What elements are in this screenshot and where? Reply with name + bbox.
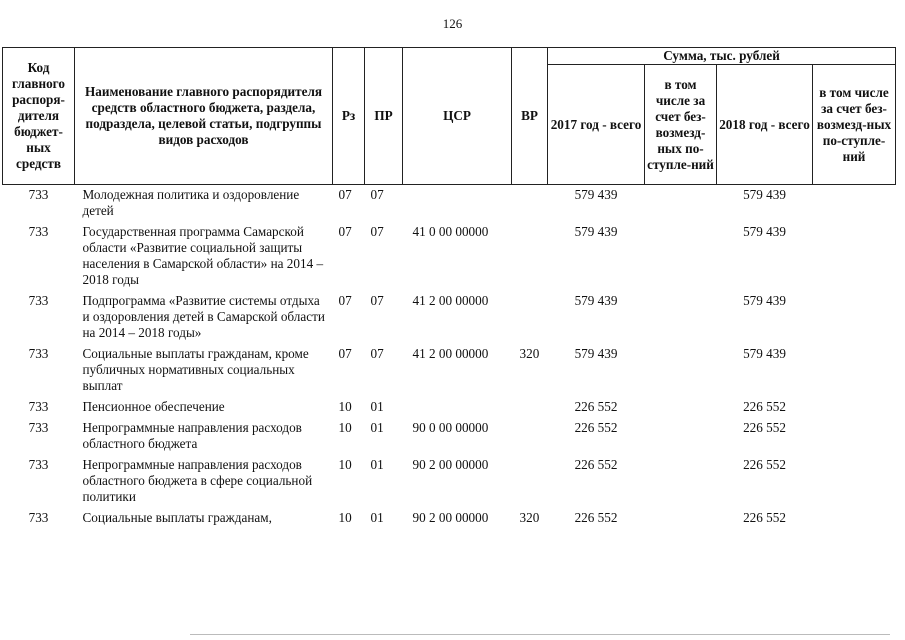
- header-total-2018: 2018 год - всего: [717, 65, 813, 185]
- cell-csr: 90 0 00 00000: [412, 420, 489, 435]
- cell-vr: [512, 185, 548, 223]
- cell-vr: [512, 455, 548, 508]
- table-header: [3, 48, 896, 185]
- cell-code: 733: [28, 457, 49, 472]
- cell-name: Государственная программа Самарской области «Развитие социальной защиты населения в Самарской области» на 2014 – 2018 годы: [82, 224, 324, 287]
- cell-gratis-2018: [813, 344, 896, 397]
- cell-rz: 10: [338, 420, 352, 435]
- table-row: [3, 508, 896, 529]
- cell-pr: 07: [370, 187, 384, 202]
- table-row: [3, 222, 896, 291]
- cell-rz: 07: [338, 346, 352, 361]
- cell-total-2017: 579 439: [574, 293, 618, 308]
- cell-csr: 90 2 00 00000: [412, 457, 489, 472]
- cell-vr: 320: [519, 510, 540, 525]
- cell-code: 733: [28, 399, 49, 414]
- budget-table: [2, 47, 896, 529]
- cell-rz: 07: [338, 187, 352, 202]
- cell-gratis-2018: [813, 222, 896, 291]
- cell-code: 733: [28, 224, 49, 239]
- cell-total-2017: 226 552: [574, 399, 618, 414]
- cell-name: Социальные выплаты гражданам,: [82, 510, 272, 525]
- cell-total-2018: 226 552: [743, 510, 786, 525]
- cell-csr: 41 2 00 00000: [412, 346, 489, 361]
- cell-gratis-2017: [645, 291, 717, 344]
- cell-total-2018: 579 439: [743, 346, 786, 361]
- cell-code: 733: [28, 346, 49, 361]
- cell-rz: 10: [338, 399, 352, 414]
- cell-pr: 07: [370, 224, 384, 239]
- page-number: 126: [442, 16, 463, 31]
- cell-pr: 07: [370, 293, 384, 308]
- cell-pr: 01: [370, 420, 384, 435]
- header-gratis-2017: в том числе за счет без-возмезд-ных по-ступле-ний: [645, 65, 717, 185]
- cell-total-2017: 579 439: [574, 224, 618, 239]
- header-gratis-2018: в том числе за счет без-возмезд-ных по-ступле-ний: [813, 65, 896, 185]
- cell-total-2018: 226 552: [743, 457, 786, 472]
- cell-csr: 41 2 00 00000: [412, 293, 489, 308]
- cell-code: 733: [28, 420, 49, 435]
- cell-name: Подпрограмма «Развитие системы отдыха и оздоровления детей в Самарской области на 2014 – 2018 годы»: [82, 293, 325, 340]
- cell-csr: [403, 397, 512, 418]
- cell-pr: 01: [370, 399, 384, 414]
- cell-total-2018: 226 552: [743, 399, 786, 414]
- cell-pr: 01: [370, 510, 384, 525]
- cell-csr: [403, 185, 512, 223]
- cell-vr: [512, 397, 548, 418]
- cell-total-2017: 579 439: [574, 346, 618, 361]
- header-sum: Сумма, тыс. рублей: [548, 48, 896, 65]
- header-vr: ВР: [512, 48, 548, 185]
- cell-csr: 41 0 00 00000: [412, 224, 489, 239]
- cell-rz: 10: [338, 510, 352, 525]
- cell-name: Пенсионное обеспечение: [82, 399, 225, 414]
- cell-total-2018: 579 439: [743, 293, 786, 308]
- cell-total-2018: 579 439: [743, 187, 786, 202]
- cell-gratis-2017: [645, 185, 717, 223]
- cell-name: Непрограммные направления расходов областного бюджета в сфере социальной политики: [82, 457, 313, 504]
- cell-rz: 07: [338, 293, 352, 308]
- cell-name: Молодежная политика и оздоровление детей: [82, 187, 300, 218]
- cell-total-2017: 226 552: [574, 420, 618, 435]
- cell-gratis-2018: [813, 291, 896, 344]
- cell-gratis-2018: [813, 418, 896, 455]
- cell-vr: [512, 291, 548, 344]
- cell-gratis-2017: [645, 455, 717, 508]
- cell-csr: 90 2 00 00000: [412, 510, 489, 525]
- header-csr: ЦСР: [403, 48, 512, 185]
- header-name: Наименование главного распорядителя средств областного бюджета, раздела, подраздела, целевой статьи, подгруппы видов расходов: [75, 48, 333, 185]
- table-body: [3, 185, 896, 530]
- header-pr: ПР: [365, 48, 403, 185]
- cell-vr: 320: [519, 346, 540, 361]
- cell-gratis-2017: [645, 508, 717, 529]
- cell-pr: 07: [370, 346, 384, 361]
- cell-rz: 07: [338, 224, 352, 239]
- bottom-rule: [190, 634, 890, 635]
- cell-gratis-2017: [645, 344, 717, 397]
- cell-total-2017: 579 439: [574, 187, 618, 202]
- table-row: [3, 397, 896, 418]
- cell-pr: 01: [370, 457, 384, 472]
- cell-gratis-2018: [813, 185, 896, 223]
- cell-gratis-2017: [645, 397, 717, 418]
- table-row: [3, 291, 896, 344]
- cell-total-2018: 579 439: [743, 224, 786, 239]
- cell-gratis-2018: [813, 397, 896, 418]
- cell-total-2017: 226 552: [574, 457, 618, 472]
- cell-total-2018: 226 552: [743, 420, 786, 435]
- cell-vr: [512, 418, 548, 455]
- header-rz: Рз: [333, 48, 365, 185]
- cell-code: 733: [28, 293, 49, 308]
- table-row: [3, 455, 896, 508]
- header-total-2017: 2017 год - всего: [548, 65, 645, 185]
- cell-gratis-2017: [645, 418, 717, 455]
- cell-rz: 10: [338, 457, 352, 472]
- cell-code: 733: [28, 510, 49, 525]
- cell-vr: [512, 222, 548, 291]
- cell-gratis-2018: [813, 455, 896, 508]
- table-row: [3, 185, 896, 223]
- cell-total-2017: 226 552: [574, 510, 618, 525]
- cell-name: Непрограммные направления расходов областного бюджета: [82, 420, 302, 451]
- cell-gratis-2017: [645, 222, 717, 291]
- cell-code: 733: [28, 187, 49, 202]
- header-code: Код главного распоря-дителя бюджет-ных средств: [3, 48, 75, 185]
- table-row: [3, 344, 896, 397]
- cell-gratis-2018: [813, 508, 896, 529]
- table-row: [3, 418, 896, 455]
- cell-name: Социальные выплаты гражданам, кроме публичных нормативных социальных выплат: [82, 346, 309, 393]
